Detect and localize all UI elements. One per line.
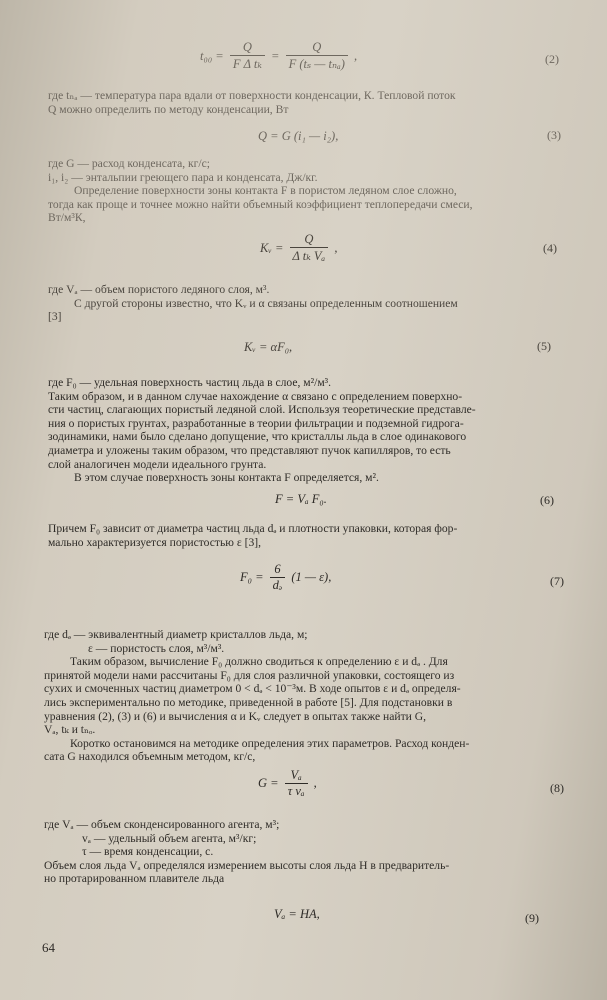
equation-4: Kᵥ = $\frac{Q}{\text{Δ tₖ Vₐ}}$ , [260,232,338,263]
text-block: где dₔ — эквивалентный диаметр кристаллов льда, м; ε — пористость слоя, м³/м³. Таким образом, вычисление F₀ должно сводиться к определению ε и dₔ . Для принятой модели нами рассчитаны F₀ для слоя различной упаковки, состоящего из сухих и смоченных частиц диаметром 0 < dₔ < 10⁻³м. В ходе опытов ε и dₔ определя- лись экспериментально по методике, приведенной в работе [5]. Для подстановки в уравнения (2), (3) и (6) и вычисления α и Kᵥ следует в опытах также найти G, Vₐ, tₖ и tₙₒ. Коротко остановимся на методике определения этих параметров. Расход конден- сата G находился объемным методом, кг/с, [44,628,470,764]
fraction: $\frac{\text{Vₐ}}{\text{τ vₐ}}$ [285,768,308,799]
equation-number: (6) [540,493,554,507]
equation-3: Q = G (i₁ — i₂), [258,129,339,143]
text-block: где Vₐ — объем пористого ледяного слоя, м³. С другой стороны известно, что Kᵥ и α связаны определенным соотношением [3] [48,283,458,324]
equation-7: F₀ = $\frac{6}{\text{dₔ}}$ (1 — ε), [240,562,332,592]
page-number: 64 [42,940,55,955]
equation-2: t₀₀ = $\frac{Q}{\text{F Δ tₖ}}$ = $\frac{Q}{\text{F (tₛ — tₙₐ)}}$ , [200,40,358,71]
equation-number: (7) [550,574,564,588]
equation-number: (3) [547,128,561,142]
equation-8: G = $\frac{\text{Vₐ}}{\text{τ vₐ}}$ , [258,768,317,798]
equation-5: Kᵥ = αF₀, [244,340,293,354]
equation-number: (8) [550,781,564,795]
text-block: где G — расход конденсата, кг/с; i₁, i₂ — энтальпии греющего пара и конденсата, Дж/кг. Определение поверхности зоны контакта F в пористом ледяном слое сложно, тогда как проще и точнее можно найти объемный коэффициент теплопередачи смеси, Вт/м³К, [48,157,473,225]
text-block: Причем F₀ зависит от диаметра частиц льда dₔ и плотности упаковки, которая фор- мально характеризуется пористостью ε [3], [48,522,458,549]
equation-number: (2) [545,52,559,66]
text-block: где F₀ — удельная поверхность частиц льда в слое, м²/м³. Таким образом, и в данном случае нахождение α связано с определением поверхно- сти частиц, слагающих пористый ледяной слой. Используя теоретические представле- ния о пористых грунтах, разработанные в теории фильтрации и подземной гидрога- зодинамики, нами было сделано допущение, что кристаллы льда в слое одинакового диаметра и уложены таким образом, что представляют пучок капилляров, то есть слой аналогичен модели идеального грунта. В этом случае поверхность зоны контакта F определяется, м². [48,376,476,485]
fraction: $\frac{Q}{\text{Δ tₖ Vₐ}}$ [290,232,329,264]
text-block: где tₙₐ — температура пара вдали от поверхности конденсации, К. Тепловой поток Q можно определить по методу конденсации, Вт [48,89,456,116]
equation-9: Vₐ = HA, [274,907,320,921]
fraction: $\frac{Q}{\text{F (tₛ — tₙₐ)}}$ [286,40,348,72]
equation-number: (9) [525,911,539,925]
fraction: $\frac{6}{\text{dₔ}}$ [270,562,286,593]
equation-number: (4) [543,241,557,255]
fraction: $\frac{Q}{\text{F Δ tₖ}}$ [230,40,265,72]
text-block: где Vₐ — объем сконденсированного агента, м³; vₐ — удельный объем агента, м³/кг; τ — время конденсации, с. Объем слоя льда Vₐ определялся измерением высоты слоя льда H в предваритель- но протарированном плавителе льда [44,818,450,886]
equation-number: (5) [537,339,551,353]
equation-6: F = Vₐ F₀. [275,492,327,506]
